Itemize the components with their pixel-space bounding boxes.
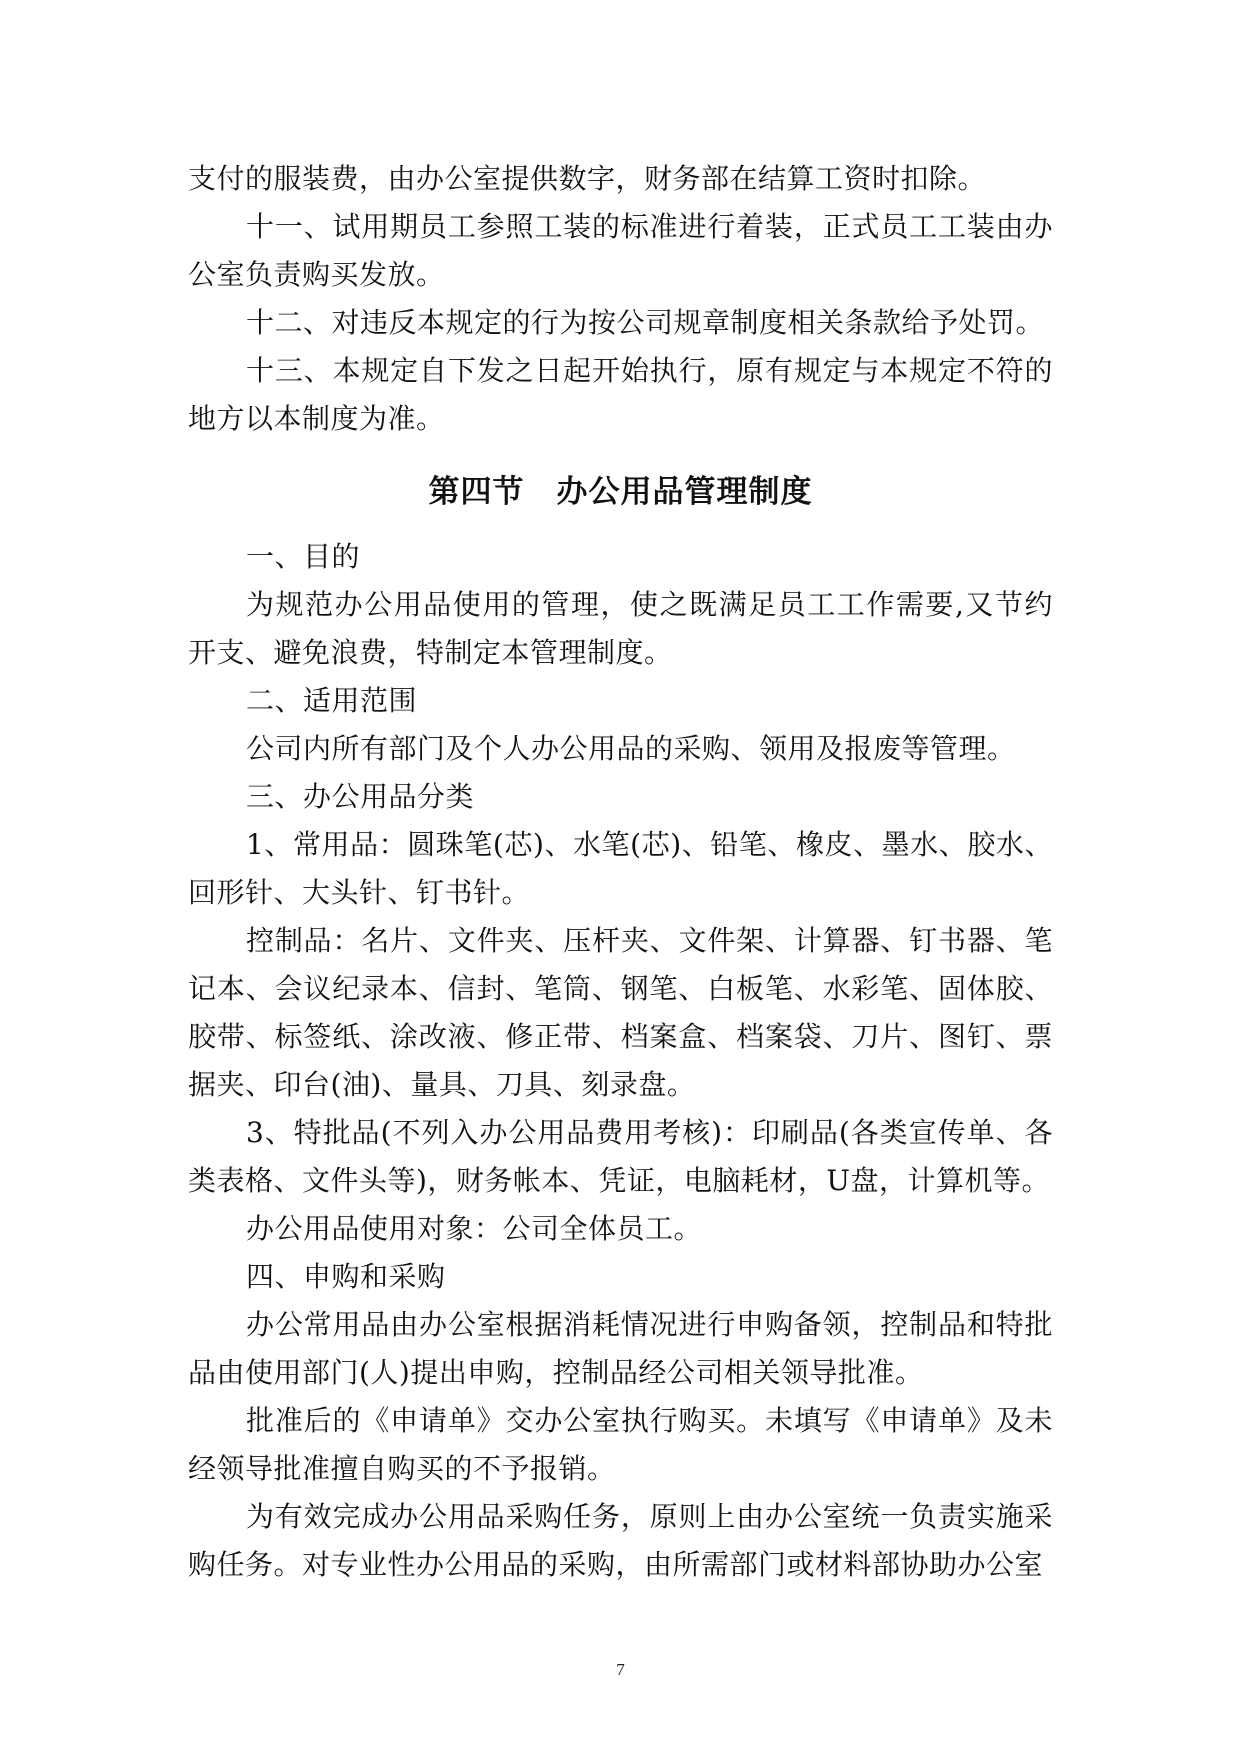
paragraph: 十一、试用期员工参照工装的标准进行着装，正式员工工装由办公室负责购买发放。 (188, 210, 1053, 291)
paragraph: 为规范办公用品使用的管理，使之既满足员工工作需要,又节约开支、避免浪费，特制定本管理制度。 (188, 588, 1053, 669)
paragraph: 1、常用品：圆珠笔(芯)、水笔(芯)、铅笔、橡皮、墨水、胶水、回形针、大头针、钉书针。 (188, 828, 1053, 909)
paragraph: 为有效完成办公用品采购任务，原则上由办公室统一负责实施采购任务。对专业性办公用品的采购，由所需部门或材料部协助办公室 (188, 1500, 1053, 1581)
paragraph: 办公用品使用对象：公司全体员工。 (246, 1212, 703, 1245)
paragraph: 十三、本规定自下发之日起开始执行，原有规定与本规定不符的地方以本制度为准。 (188, 354, 1053, 435)
paragraph: 一、目的 (246, 540, 361, 573)
paragraph: 办公常用品由办公室根据消耗情况进行申购备领，控制品和特批品由使用部门(人)提出申购，控制品经公司相关领导批准。 (188, 1308, 1053, 1389)
page-number: 7 (616, 1660, 625, 1679)
paragraph: 三、办公用品分类 (246, 780, 475, 813)
document-body (188, 155, 1053, 1589)
paragraph: 支付的服装费，由办公室提供数字，财务部在结算工资时扣除。 (188, 162, 987, 195)
paragraph: 公司内所有部门及个人办公用品的采购、领用及报废等管理。 (246, 732, 1016, 765)
paragraph: 批准后的《申请单》交办公室执行购买。未填写《申请单》及未经领导批准擅自购买的不予报销。 (188, 1404, 1053, 1485)
section-title: 第四节 办公用品管理制度 (428, 474, 813, 510)
paragraph: 十二、对违反本规定的行为按公司规章制度相关条款给予处罚。 (246, 306, 1045, 339)
paragraph: 3、特批品(不列入办公用品费用考核)：印刷品(各类宣传单、各类表格、文件头等)，财务帐本、凭证，电脑耗材，U盘，计算机等。 (188, 1116, 1053, 1197)
paragraph: 四、申购和采购 (246, 1260, 446, 1293)
paragraph: 二、适用范围 (246, 684, 418, 717)
paragraph: 控制品：名片、文件夹、压杆夹、文件架、计算器、钉书器、笔记本、会议纪录本、信封、笔筒、钢笔、白板笔、水彩笔、固体胶、胶带、标签纸、涂改液、修正带、档案盒、档案袋、刀片、图钉、票据夹、印台(油)、量具、刀具、刻录盘。 (188, 924, 1053, 1101)
